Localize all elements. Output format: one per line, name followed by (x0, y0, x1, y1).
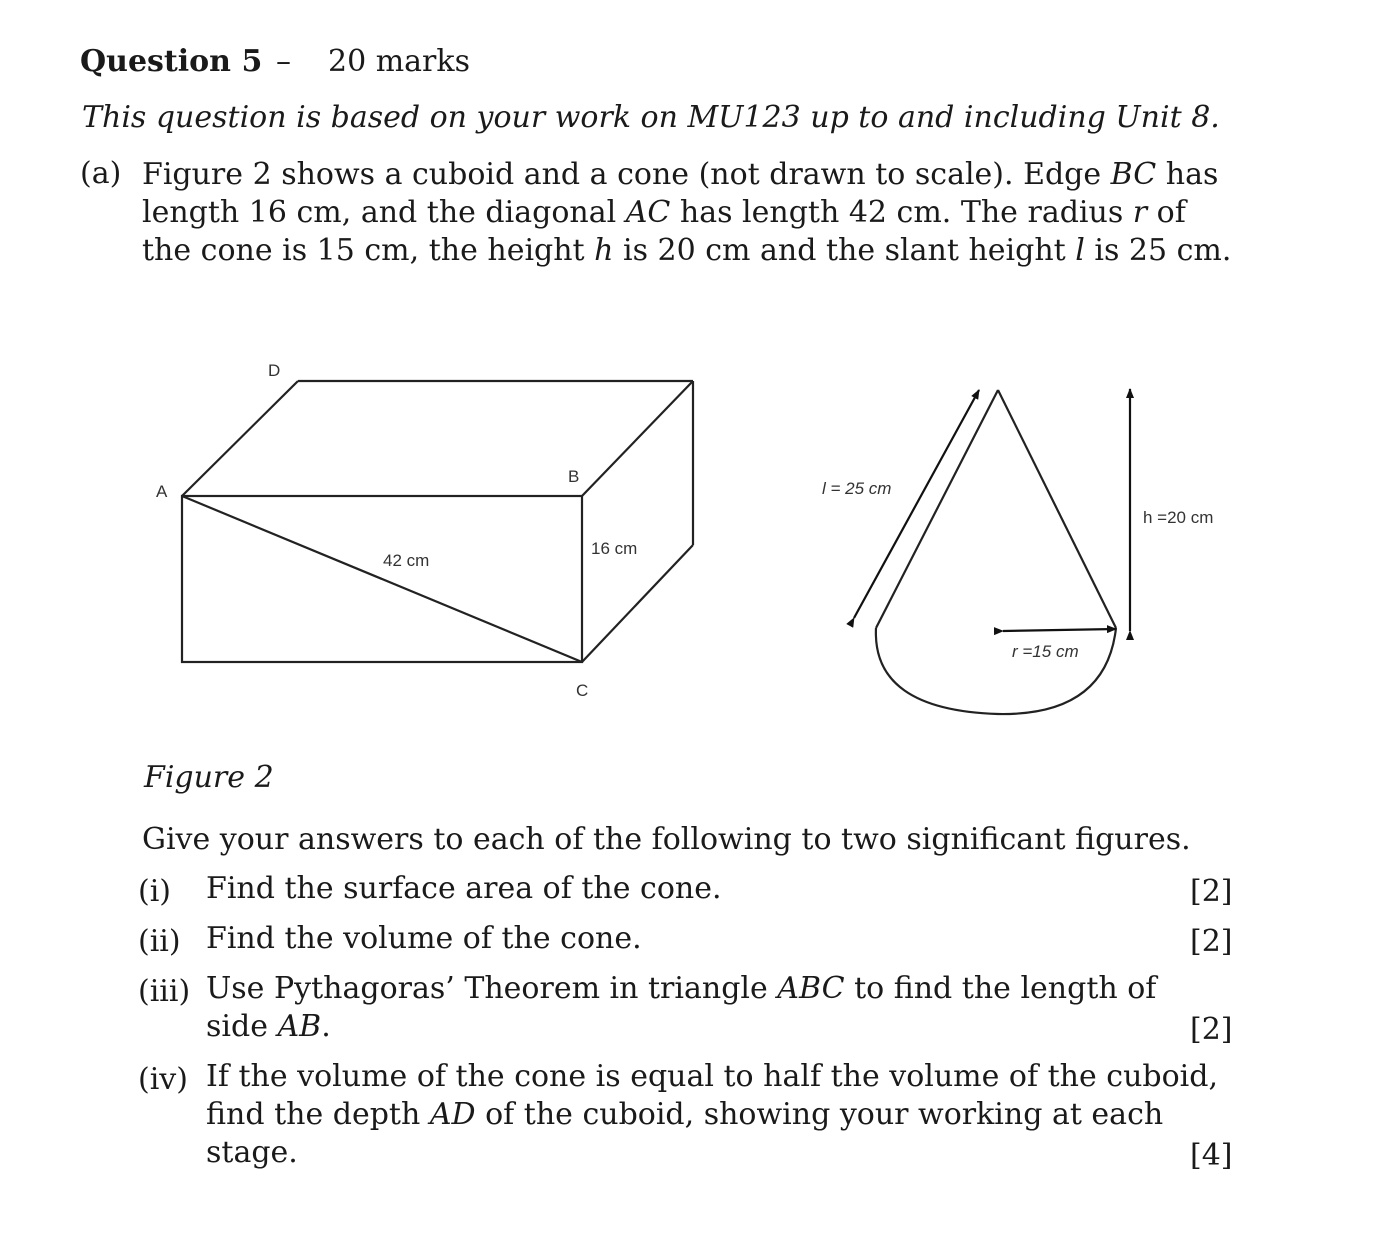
question-marks: 20 marks (328, 44, 470, 79)
title-dash: – (276, 44, 291, 79)
vertex-label-d: D (268, 361, 281, 380)
subquestion-i-number: (i) (138, 874, 172, 909)
vertex-label-c: C (576, 681, 589, 700)
part-a-line-1: Figure 2 shows a cuboid and a cone (not drawn to scale). Edge BC has (142, 157, 1219, 192)
subquestion-iv-text: If the volume of the cone is equal to half the volume of the cuboid, find the depth AD of the cuboid, showing your working at each stage. (206, 1059, 1219, 1170)
subquestion-i-mark: [2] (1190, 874, 1233, 909)
figure-caption: Figure 2 (144, 760, 274, 795)
cuboid-diagonal-AC (182, 496, 582, 662)
height-label: h =20 cm (1143, 508, 1214, 527)
cone-right-side (998, 390, 1116, 628)
radius-arrow (1003, 629, 1116, 631)
cuboid-edge-B-top (582, 381, 693, 496)
instruction-text: Give your answers to each of the following to two significant figures. (142, 822, 1191, 857)
part-a-line-2: length 16 cm, and the diagonal AC has length 42 cm. The radius r of (142, 195, 1186, 230)
cone-left-side (876, 390, 998, 628)
part-a-line-3: the cone is 15 cm, the height h is 20 cm and the slant height l is 25 cm. (142, 233, 1232, 268)
cone-drawing (876, 390, 1116, 714)
subquestion-ii-number: (ii) (138, 924, 181, 959)
subquestion-iv-mark: [4] (1190, 1138, 1233, 1173)
cone-base-arc (876, 628, 1116, 714)
radius-label: r =15 cm (1012, 642, 1079, 661)
subquestion-iii-text: Use Pythagoras’ Theorem in triangle ABC to find the length of side AB. (206, 971, 1157, 1044)
cuboid-edge-C-back (582, 545, 693, 662)
edge-length-label: 16 cm (591, 539, 638, 558)
subquestion-ii-mark: [2] (1190, 924, 1233, 959)
part-a-label: (a) (80, 156, 122, 191)
slant-arrow (854, 390, 979, 618)
subquestion-iii-number: (iii) (138, 974, 191, 1009)
vertex-label-b: B (568, 467, 580, 486)
subquestion-i-text: Find the surface area of the cone. (206, 871, 722, 906)
slant-height-label: l = 25 cm (822, 479, 892, 498)
vertex-label-a: A (156, 482, 168, 501)
diagonal-length-label: 42 cm (383, 551, 430, 570)
cuboid-edge-AD (182, 381, 298, 496)
subquestion-iv-number: (iv) (138, 1062, 188, 1097)
subquestion-ii-text: Find the volume of the cone. (206, 921, 642, 956)
question-intro: This question is based on your work on MU123 up to and including Unit 8. (82, 100, 1220, 135)
subquestion-iii-mark: [2] (1190, 1012, 1233, 1047)
question-title: Question 5 (80, 44, 263, 79)
cuboid-drawing (182, 381, 693, 662)
